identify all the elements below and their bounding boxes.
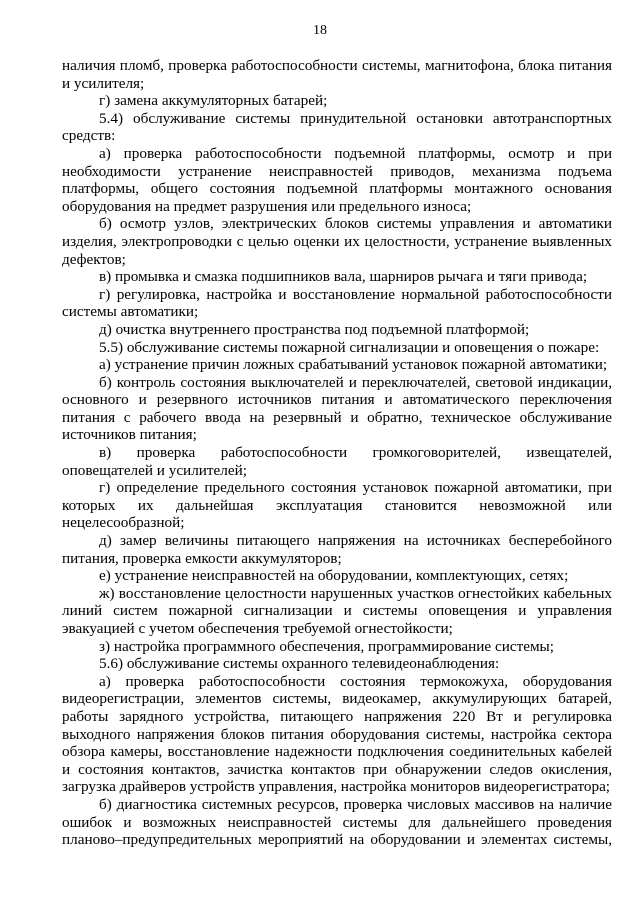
page-number: 18	[313, 23, 327, 38]
paragraph: д) очистка внутреннего пространства под подъемной платформой;	[99, 320, 530, 338]
paragraph: б) контроль состояния выключателей и переключателей, световой индикации, основного и резервного источников питания и автоматического переключения питания с рабочего ввода на резервный и обратно, техническое обслуживание источников питания;	[62, 373, 612, 444]
paragraph: б) осмотр узлов, электрических блоков системы управления и автоматики изделия, электропроводки с целью оценки их целостности, устранение выявленных дефектов;	[62, 215, 612, 268]
paragraph: б) диагностика системных ресурсов, проверка числовых массивов на наличие ошибок и возможных неисправностей системы для дальнейшего проведения планово–предупредительных мероприятий на оборудовании и элементах системы,	[62, 795, 612, 849]
document-body	[62, 57, 612, 849]
paragraph: наличия пломб, проверка работоспособности системы, магнитофона, блока питания и усилителя;	[62, 57, 612, 92]
paragraph: з) настройка программного обеспечения, программирование системы;	[99, 637, 554, 655]
paragraph: в) промывка и смазка подшипников вала, шарниров рычага и тяги привода;	[99, 268, 588, 286]
paragraph: ж) восстановление целостности нарушенных участков огнестойких кабельных линий систем пожарной сигнализации и системы оповещения и управления эвакуацией с учетом обеспечения требуемой огнестойкости;	[62, 584, 612, 637]
paragraph: а) устранение причин ложных срабатываний установок пожарной автоматики;	[99, 356, 608, 374]
paragraph: г) определение предельного состояния установок пожарной автоматики, при которых их дальнейшая эксплуатация становится невозможной или нецелесообразной;	[62, 479, 612, 532]
paragraph: е) устранение неисправностей на оборудовании, комплектующих, сетях;	[99, 567, 569, 585]
paragraph: 5.6) обслуживание системы охранного телевидеонаблюдения:	[99, 655, 500, 673]
paragraph: г) регулировка, настройка и восстановление нормальной работоспособности системы автоматики;	[62, 285, 612, 321]
paragraph: а) проверка работоспособности подъемной платформы, осмотр и при необходимости устранение неисправностей приводов, механизма подъема платформы, общего состояния подъемной платформы монтажного основания оборудования на предмет разрушения или предельного износа;	[62, 144, 612, 215]
paragraph: д) замер величины питающего напряжения на источниках бесперебойного питания, проверка емкости аккумуляторов;	[62, 532, 612, 567]
paragraph: в) проверка работоспособности громкоговорителей, извещателей, оповещателей и усилителей;	[62, 444, 612, 479]
paragraph: 5.5) обслуживание системы пожарной сигнализации и оповещения о пожаре:	[99, 338, 600, 356]
paragraph: г) замена аккумуляторных батарей;	[99, 92, 328, 110]
paragraph: 5.4) обслуживание системы принудительной остановки автотранспортных средств:	[62, 109, 612, 145]
paragraph: а) проверка работоспособности состояния термокожуха, оборудования видеорегистрации, элементов системы, видеокамер, аккумулирующих батарей, работы зарядного устройства, питающего напряжения 220 Вт и регулировка выходного напряжения блоков питания оборудования системы, настройка сектора обзора камеры, восстановление надежности подключения соединительных кабелей и состояния контактов, зачистка контактов при обнаружении следов окисления, загрузка драйверов устройств управления, настройка мониторов видеорегистратора;	[62, 672, 612, 796]
